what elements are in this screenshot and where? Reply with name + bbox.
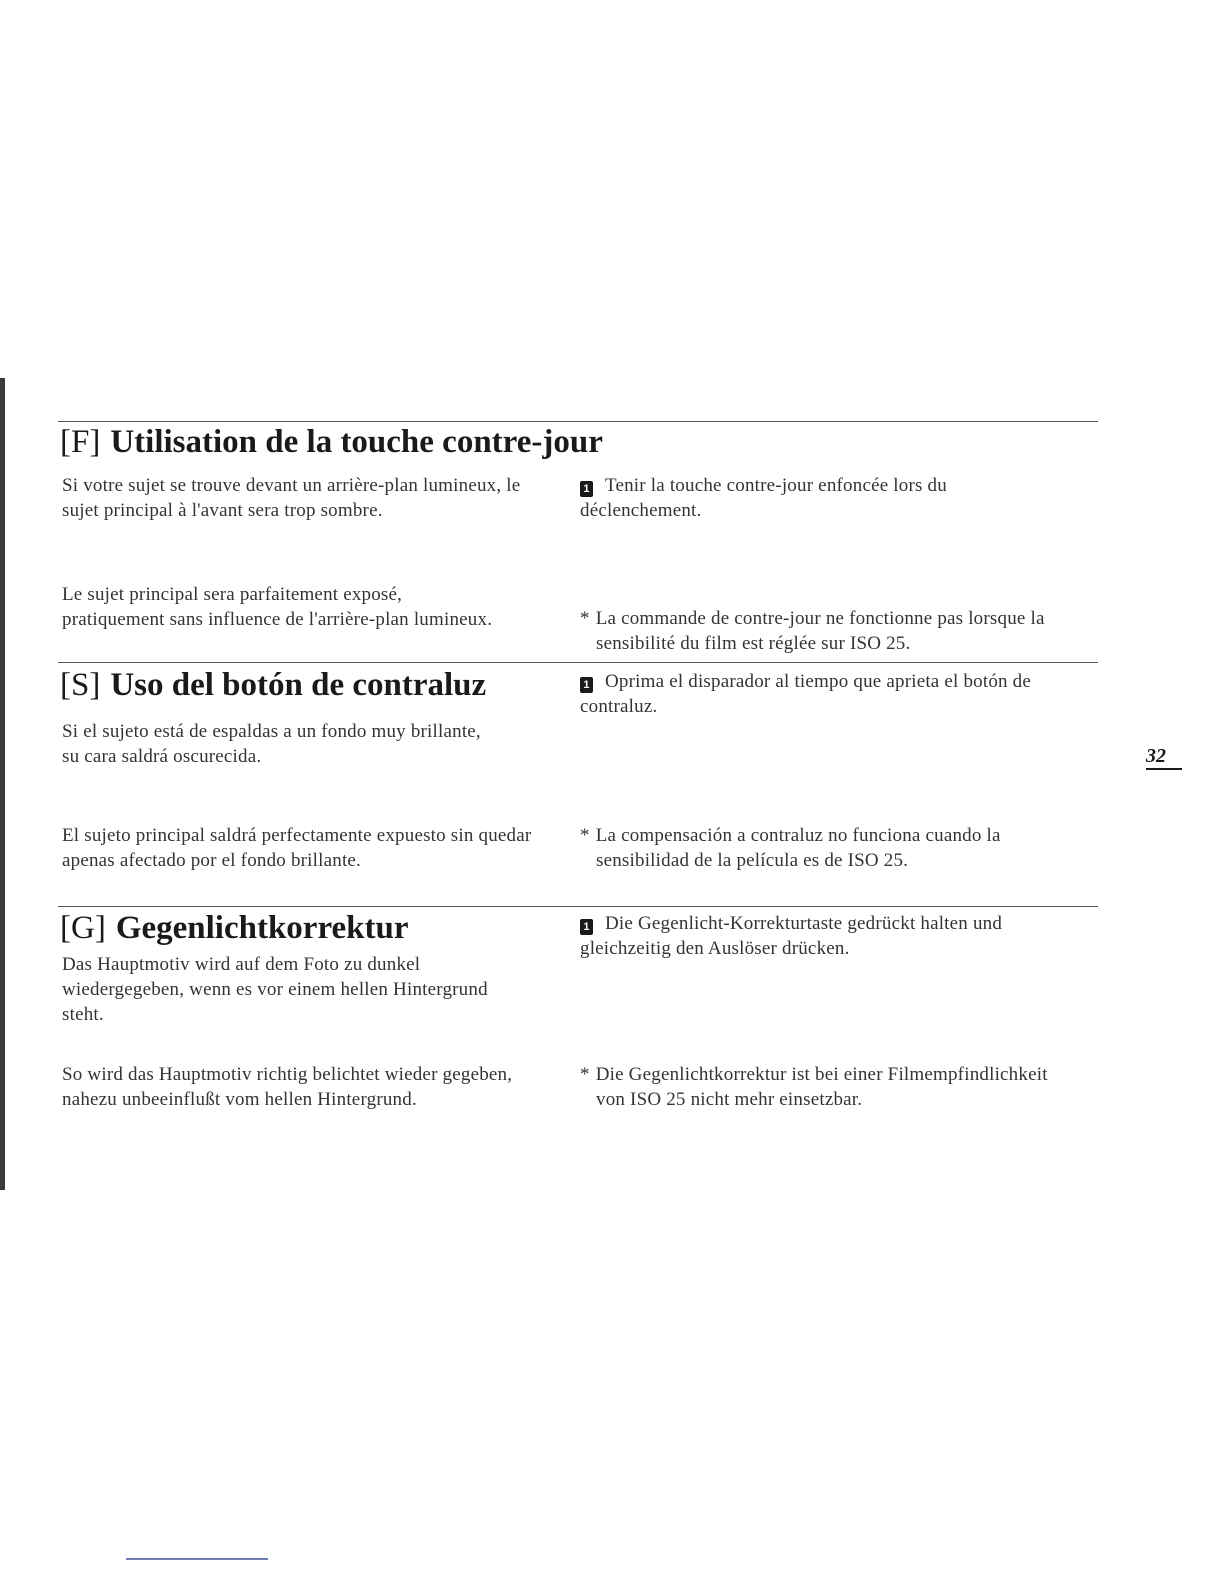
section-title-fr: Utilisation de la touche contre-jour bbox=[110, 424, 603, 460]
section-divider-es-de bbox=[58, 906, 1098, 907]
note-marker-fr: * bbox=[580, 608, 590, 629]
section-code-es: [S] bbox=[60, 667, 101, 703]
section-code-fr: [F] bbox=[60, 424, 101, 460]
section-title-de: Gegenlichtkorrektur bbox=[115, 910, 409, 946]
footer-line bbox=[126, 1558, 268, 1560]
note-text-fr: La commande de contre-jour ne fonctionne pas lorsque la sensibilité du film est réglée sur ISO 25. bbox=[595, 608, 1045, 654]
result-text-fr: Le sujet principal sera parfaitement exposé, pratiquement sans influence de l'arrière-plan lumineux. bbox=[62, 584, 493, 630]
step-number-icon: 1 bbox=[580, 919, 593, 935]
section-heading-fr bbox=[60, 422, 603, 462]
step-es bbox=[580, 669, 1070, 719]
note-de bbox=[580, 1062, 1066, 1112]
step-number-icon: 1 bbox=[580, 677, 593, 693]
section-heading-es bbox=[60, 665, 486, 705]
result-text-de: So wird das Hauptmotiv richtig belichtet wieder gegeben, nahezu unbeeinflußt vom hellen Hintergrund. bbox=[62, 1064, 513, 1110]
note-marker-de: * bbox=[580, 1064, 590, 1085]
step-text-de: Die Gegenlicht-Korrekturtaste gedrückt halten und gleichzeitig den Auslöser drücken. bbox=[580, 913, 1003, 959]
note-fr bbox=[580, 606, 1108, 656]
page-binding-edge bbox=[0, 378, 5, 1190]
note-text-de: Die Gegenlichtkorrektur ist bei einer Filmempfindlichkeit von ISO 25 nicht mehr einsetzbar. bbox=[595, 1064, 1048, 1110]
section-heading-de bbox=[60, 908, 409, 948]
step-de bbox=[580, 911, 1090, 961]
page-number: 32 bbox=[1146, 744, 1182, 770]
result-text-es: El sujeto principal saldrá perfectamente expuesto sin quedar apenas afectado por el fondo brillante. bbox=[62, 825, 532, 871]
note-es bbox=[580, 823, 1066, 873]
intro-text-es: Si el sujeto está de espaldas a un fondo muy brillante, su cara saldrá oscurecida. bbox=[62, 721, 481, 767]
intro-text-fr: Si votre sujet se trouve devant un arrière-plan lumineux, le sujet principal à l'avant sera trop sombre. bbox=[62, 475, 521, 521]
section-code-de: [G] bbox=[60, 910, 106, 946]
step-number-icon: 1 bbox=[580, 481, 593, 497]
section-title-es: Uso del botón de contraluz bbox=[110, 667, 487, 703]
step-text-es: Oprima el disparador al tiempo que aprieta el botón de contraluz. bbox=[580, 671, 1032, 717]
step-text-fr: Tenir la touche contre-jour enfoncée lors du déclenchement. bbox=[580, 475, 947, 521]
note-text-es: La compensación a contraluz no funciona cuando la sensibilidad de la película es de ISO 25. bbox=[595, 825, 1001, 871]
section-divider-fr-es bbox=[58, 662, 1098, 663]
step-fr bbox=[580, 473, 1060, 523]
note-marker-es: * bbox=[580, 825, 590, 846]
intro-text-de: Das Hauptmotiv wird auf dem Foto zu dunkel wiedergegeben, wenn es vor einem hellen Hintergrund steht. bbox=[62, 954, 488, 1025]
